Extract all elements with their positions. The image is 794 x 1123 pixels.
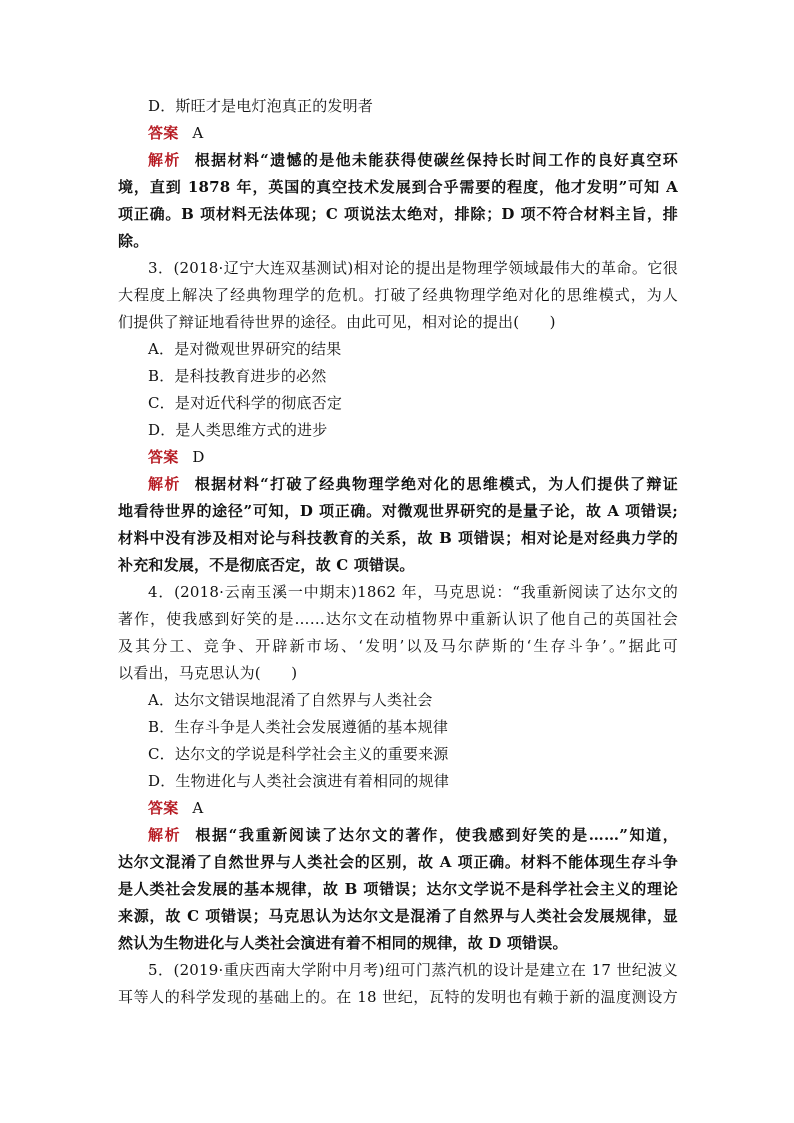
- q4-option-a: A．达尔文错误地混淆了自然界与人类社会: [148, 691, 433, 709]
- analysis-label: 解析: [148, 826, 182, 844]
- q4-analysis-line: 然认为生物进化与人类社会演进有着不相同的规律，故 D 项错误。: [118, 934, 568, 952]
- q2-answer: A: [192, 124, 204, 142]
- q2-option-d: D．斯旺才是电灯泡真正的发明者: [148, 97, 374, 115]
- q2-analysis-line: 境，直到 1878 年，英国的真空技术发展到合乎需要的程度，他才发明”可知 A: [118, 178, 678, 196]
- q4-analysis-line: 达尔文混淆了自然世界与人类社会的区别，故 A 项正确。材料不能体现生存斗争: [118, 853, 678, 871]
- q3-analysis-row: [148, 475, 678, 493]
- q4-analysis-line: 来源，故 C 项错误；马克思认为达尔文是混淆了自然界与人类社会发展规律，显: [118, 907, 678, 925]
- q3-option-d: D．是人类思维方式的进步: [148, 421, 328, 439]
- q3-stem-line: 大程度上解决了经典物理学的危机。打破了经典物理学绝对化的思维模式，为人: [118, 286, 678, 304]
- q2-analysis-line: 项正确。B 项材料无法体现；C 项说法太绝对，排除；D 项不符合材料主旨，排: [118, 205, 678, 223]
- q2-analysis-line: 除。: [118, 232, 149, 250]
- q3-option-c: C．是对近代科学的彻底否定: [148, 394, 343, 412]
- answer-label: 答案: [148, 124, 179, 142]
- q3-option-a: A．是对微观世界研究的结果: [148, 340, 342, 358]
- q2-analysis-row: [148, 151, 678, 169]
- q4-stem-line: 以看出，马克思认为( ): [118, 664, 298, 682]
- q3-option-b: B．是科技教育进步的必然: [148, 367, 327, 385]
- q4-option-d: D．生物进化与人类社会演进有着相同的规律: [148, 772, 450, 790]
- q4-option-c: C．达尔文的学说是科学社会主义的重要来源: [148, 745, 449, 763]
- q4-stem-line: 及其分工、竞争、开辟新市场、‘发明’以及马尔萨斯的‘生存斗争’。”据此可: [118, 637, 678, 655]
- analysis-label: 解析: [148, 151, 181, 169]
- q4-stem-line: 著作，使我感到好笑的是……达尔文在动植物界中重新认识了他自己的英国社会: [118, 610, 678, 628]
- q3-answer: D: [192, 448, 205, 466]
- q2-analysis-line: 根据材料“遗憾的是他未能获得使碳丝保持长时间工作的良好真空环: [194, 151, 678, 169]
- q5-stem-line: 耳等人的科学发现的基础上的。在 18 世纪，瓦特的发明也有赖于新的温度测设方: [118, 988, 678, 1006]
- q3-answer-row: [148, 448, 205, 466]
- q5-stem-line: 5．(2019·重庆西南大学附中月考)纽可门蒸汽机的设计是建立在 17 世纪波义: [148, 961, 678, 979]
- q3-analysis-line: 材料中没有涉及相对论与科技教育的关系，故 B 项错误；相对论是对经典力学的: [118, 529, 678, 547]
- answer-label: 答案: [148, 448, 179, 466]
- q4-answer-row: [148, 799, 203, 817]
- q3-stem-line: 3．(2018·辽宁大连双基测试)相对论的提出是物理学领域最伟大的革命。它很: [148, 259, 678, 277]
- q3-analysis-line: 根据材料“打破了经典物理学绝对化的思维模式，为人们提供了辩证: [194, 475, 678, 493]
- q3-analysis-line: 地看待世界的途径”可知，D 项正确。对微观世界研究的是量子论，故 A 项错误;: [118, 502, 678, 520]
- q4-analysis-row: [148, 826, 678, 844]
- q4-analysis-line: 是人类社会发展的基本规律，故 B 项错误；达尔文学说不是科学社会主义的理论: [118, 880, 678, 898]
- q3-analysis-line: 补充和发展，不是彻底否定，故 C 项错误。: [118, 556, 415, 574]
- q4-answer: A: [192, 799, 204, 817]
- q4-option-b: B．生存斗争是人类社会发展遵循的基本规律: [148, 718, 449, 736]
- analysis-label: 解析: [148, 475, 181, 493]
- q3-stem-line: 们提供了辩证地看待世界的途径。由此可见，相对论的提出( ): [118, 313, 556, 331]
- q2-answer-row: [148, 124, 203, 142]
- q4-analysis-line: 根据“我重新阅读了达尔文的著作，使我感到好笑的是……”知道，: [195, 826, 678, 844]
- answer-label: 答案: [148, 799, 179, 817]
- q4-stem-line: 4．(2018·云南玉溪一中期末)1862 年，马克思说：“我重新阅读了达尔文的: [148, 583, 678, 601]
